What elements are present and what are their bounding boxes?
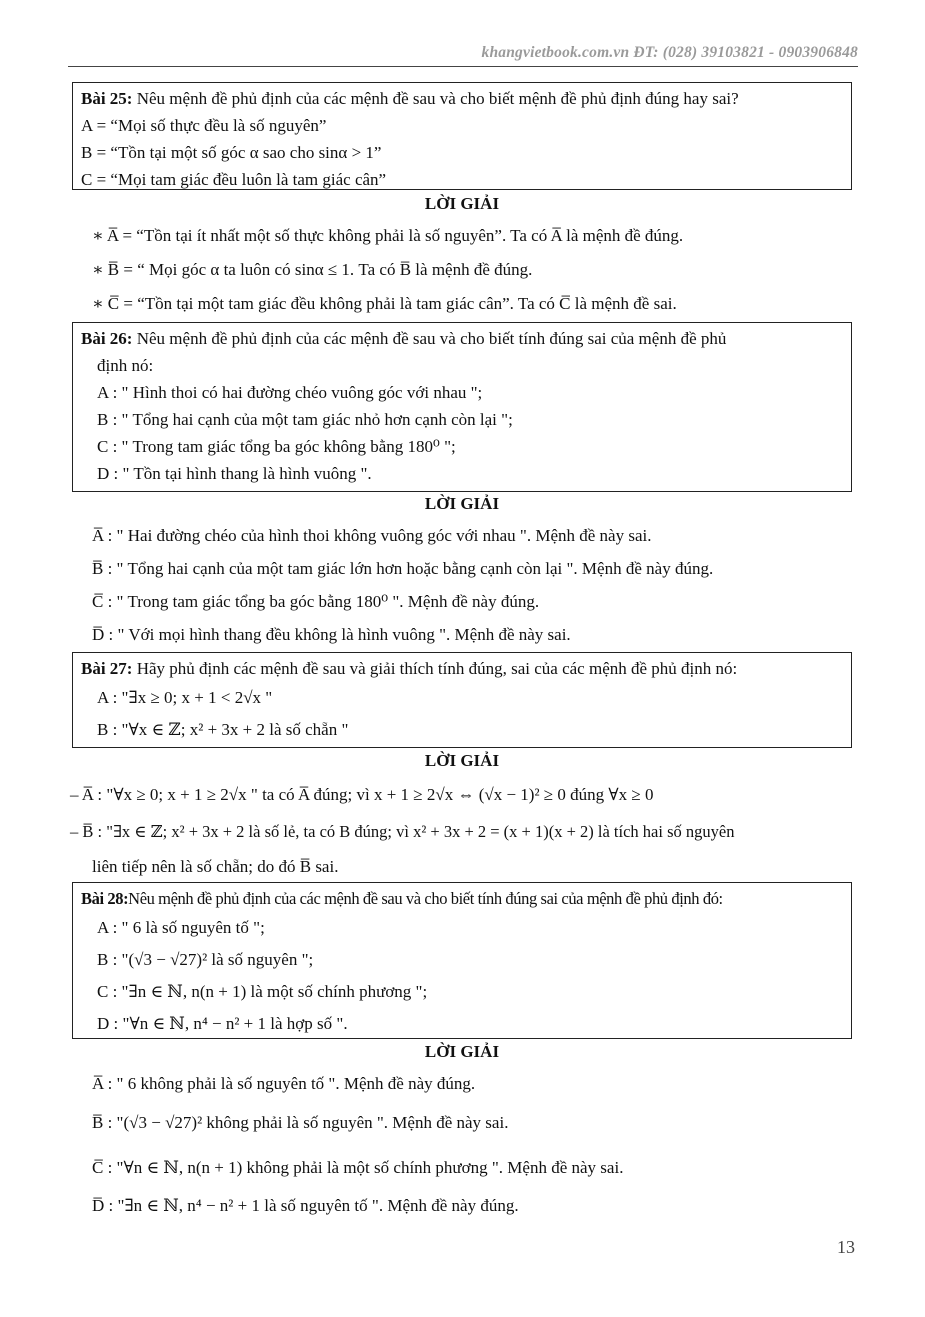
exercise-28-item-c: C : "∃n ∈ ℕ, n(n + 1) là một số chính phương "; xyxy=(97,982,428,1001)
exercise-28-item-a: A : " 6 là số nguyên tố "; xyxy=(97,918,265,937)
exercise-25-prompt: Bài 25: Nêu mệnh đề phủ định của các mệnh đề sau và cho biết mệnh đề phủ định đúng hay sai? xyxy=(81,89,739,108)
page-header: khangvietbook.com.vn ĐT: (028) 39103821 - 0903906848 xyxy=(481,44,858,61)
exercise-26-item-a: A : " Hình thoi có hai đường chéo vuông góc với nhau "; xyxy=(97,383,483,402)
exercise-25-solution-b: ∗ B̅ = “ Mọi góc α ta luôn có sinα ≤ 1. Ta có B̅ là mệnh đề đúng. xyxy=(92,260,533,279)
exercise-26-solution-d: D̅ : " Với mọi hình thang đều không là hình vuông ". Mệnh đề này sai. xyxy=(92,625,571,644)
page-number: 13 xyxy=(837,1237,855,1257)
exercise-25-solution-a: ∗ A̅ = “Tồn tại ít nhất một số thực không phải là số nguyên”. Ta có A̅ là mệnh đề đúng. xyxy=(92,226,684,245)
exercise-25-title: Bài 25: xyxy=(81,89,133,108)
exercise-25-item-c: C = “Mọi tam giác đều luôn là tam giác cân” xyxy=(81,170,387,189)
exercise-28-solution-a: A̅ : " 6 không phải là số nguyên tố ". Mệnh đề này đúng. xyxy=(92,1074,476,1093)
header-divider xyxy=(68,66,858,67)
exercise-26-prompt: Bài 26: Nêu mệnh đề phủ định của các mệnh đề sau và cho biết tính đúng sai của mệnh đề phủ xyxy=(81,329,727,348)
exercise-26-solution-a: A̅ : " Hai đường chéo của hình thoi không vuông góc với nhau ". Mệnh đề này sai. xyxy=(92,526,652,545)
exercise-26-solution-c: C̅ : " Trong tam giác tổng ba góc bằng 180⁰ ". Mệnh đề này đúng. xyxy=(92,592,540,611)
exercise-26-solution-title: LỜI GIẢI xyxy=(424,494,500,513)
exercise-27-prompt: Bài 27: Hãy phủ định các mệnh đề sau và giải thích tính đúng, sai của các mệnh đề phủ định nó: xyxy=(81,659,738,678)
exercise-26-item-d: D : " Tồn tại hình thang là hình vuông ". xyxy=(97,464,372,483)
exercise-27-solution-b: – B̅ : "∃x ∈ ℤ; x² + 3x + 2 là số lẻ, ta có B đúng; vì x² + 3x + 2 = (x + 1)(x + 2) là tích hai số nguyên xyxy=(70,822,735,841)
exercise-28-item-d: D : "∀n ∈ ℕ, n⁴ − n² + 1 là hợp số ". xyxy=(97,1014,348,1033)
exercise-28-box xyxy=(72,882,852,1039)
exercise-25-box xyxy=(72,82,852,190)
exercise-27-solution-a: – A̅ : "∀x ≥ 0; x + 1 ≥ 2√x " ta có A̅ đúng; vì x + 1 ≥ 2√x ⇔ (√x − 1)² ≥ 0 đúng ∀x ≥ 0 xyxy=(70,785,654,804)
exercise-28-solution-d: D̅ : "∃n ∈ ℕ, n⁴ − n² + 1 là số nguyên tố ". Mệnh đề này đúng. xyxy=(92,1196,519,1215)
exercise-28-item-b: B : "(√3 − √27)² là số nguyên "; xyxy=(97,950,314,969)
exercise-28-prompt: Bài 28:Nêu mệnh đề phủ định của các mệnh đề sau và cho biết tính đúng sai của mệnh đề phủ định đó: xyxy=(81,889,723,908)
exercise-27-box xyxy=(72,652,852,748)
exercise-26-title: Bài 26: xyxy=(81,329,133,348)
exercise-26-item-c: C : " Trong tam giác tổng ba góc không bằng 180⁰ "; xyxy=(97,437,456,456)
exercise-27-item-b: B : "∀x ∈ ℤ; x² + 3x + 2 là số chẵn " xyxy=(97,720,349,739)
exercise-25-solution-c: ∗ C̅ = “Tồn tại một tam giác đều không phải là tam giác cân”. Ta có C̅ là mệnh đề sai. xyxy=(92,294,677,313)
exercise-28-solution-c: C̅ : "∀n ∈ ℕ, n(n + 1) không phải là một số chính phương ". Mệnh đề này sai. xyxy=(92,1158,624,1177)
exercise-27-title: Bài 27: xyxy=(81,659,133,678)
exercise-27-solution-b-cont: liên tiếp nên là số chẵn; do đó B̅ sai. xyxy=(92,857,339,876)
exercise-28-solution-title: LỜI GIẢI xyxy=(424,1042,500,1061)
exercise-25-solution-title: LỜI GIẢI xyxy=(424,194,500,213)
exercise-26-solution-b: B̅ : " Tổng hai cạnh của một tam giác lớn hơn hoặc bằng cạnh còn lại ". Mệnh đề này đúng. xyxy=(92,559,714,578)
exercise-25-item-a: A = “Mọi số thực đều là số nguyên” xyxy=(81,116,327,135)
exercise-28-solution-b: B̅ : "(√3 − √27)² không phải là số nguyên ". Mệnh đề này sai. xyxy=(92,1113,509,1132)
exercise-26-box xyxy=(72,322,852,492)
exercise-26-item-b: B : " Tổng hai cạnh của một tam giác nhỏ hơn cạnh còn lại "; xyxy=(97,410,513,429)
exercise-25-item-b: B = “Tồn tại một số góc α sao cho sinα > 1” xyxy=(81,143,382,162)
exercise-27-item-a: A : "∃x ≥ 0; x + 1 < 2√x " xyxy=(97,688,273,707)
exercise-28-title: Bài 28: xyxy=(81,889,129,908)
exercise-26-prompt-cont: định nó: xyxy=(97,356,154,375)
exercise-27-solution-title: LỜI GIẢI xyxy=(424,751,500,770)
